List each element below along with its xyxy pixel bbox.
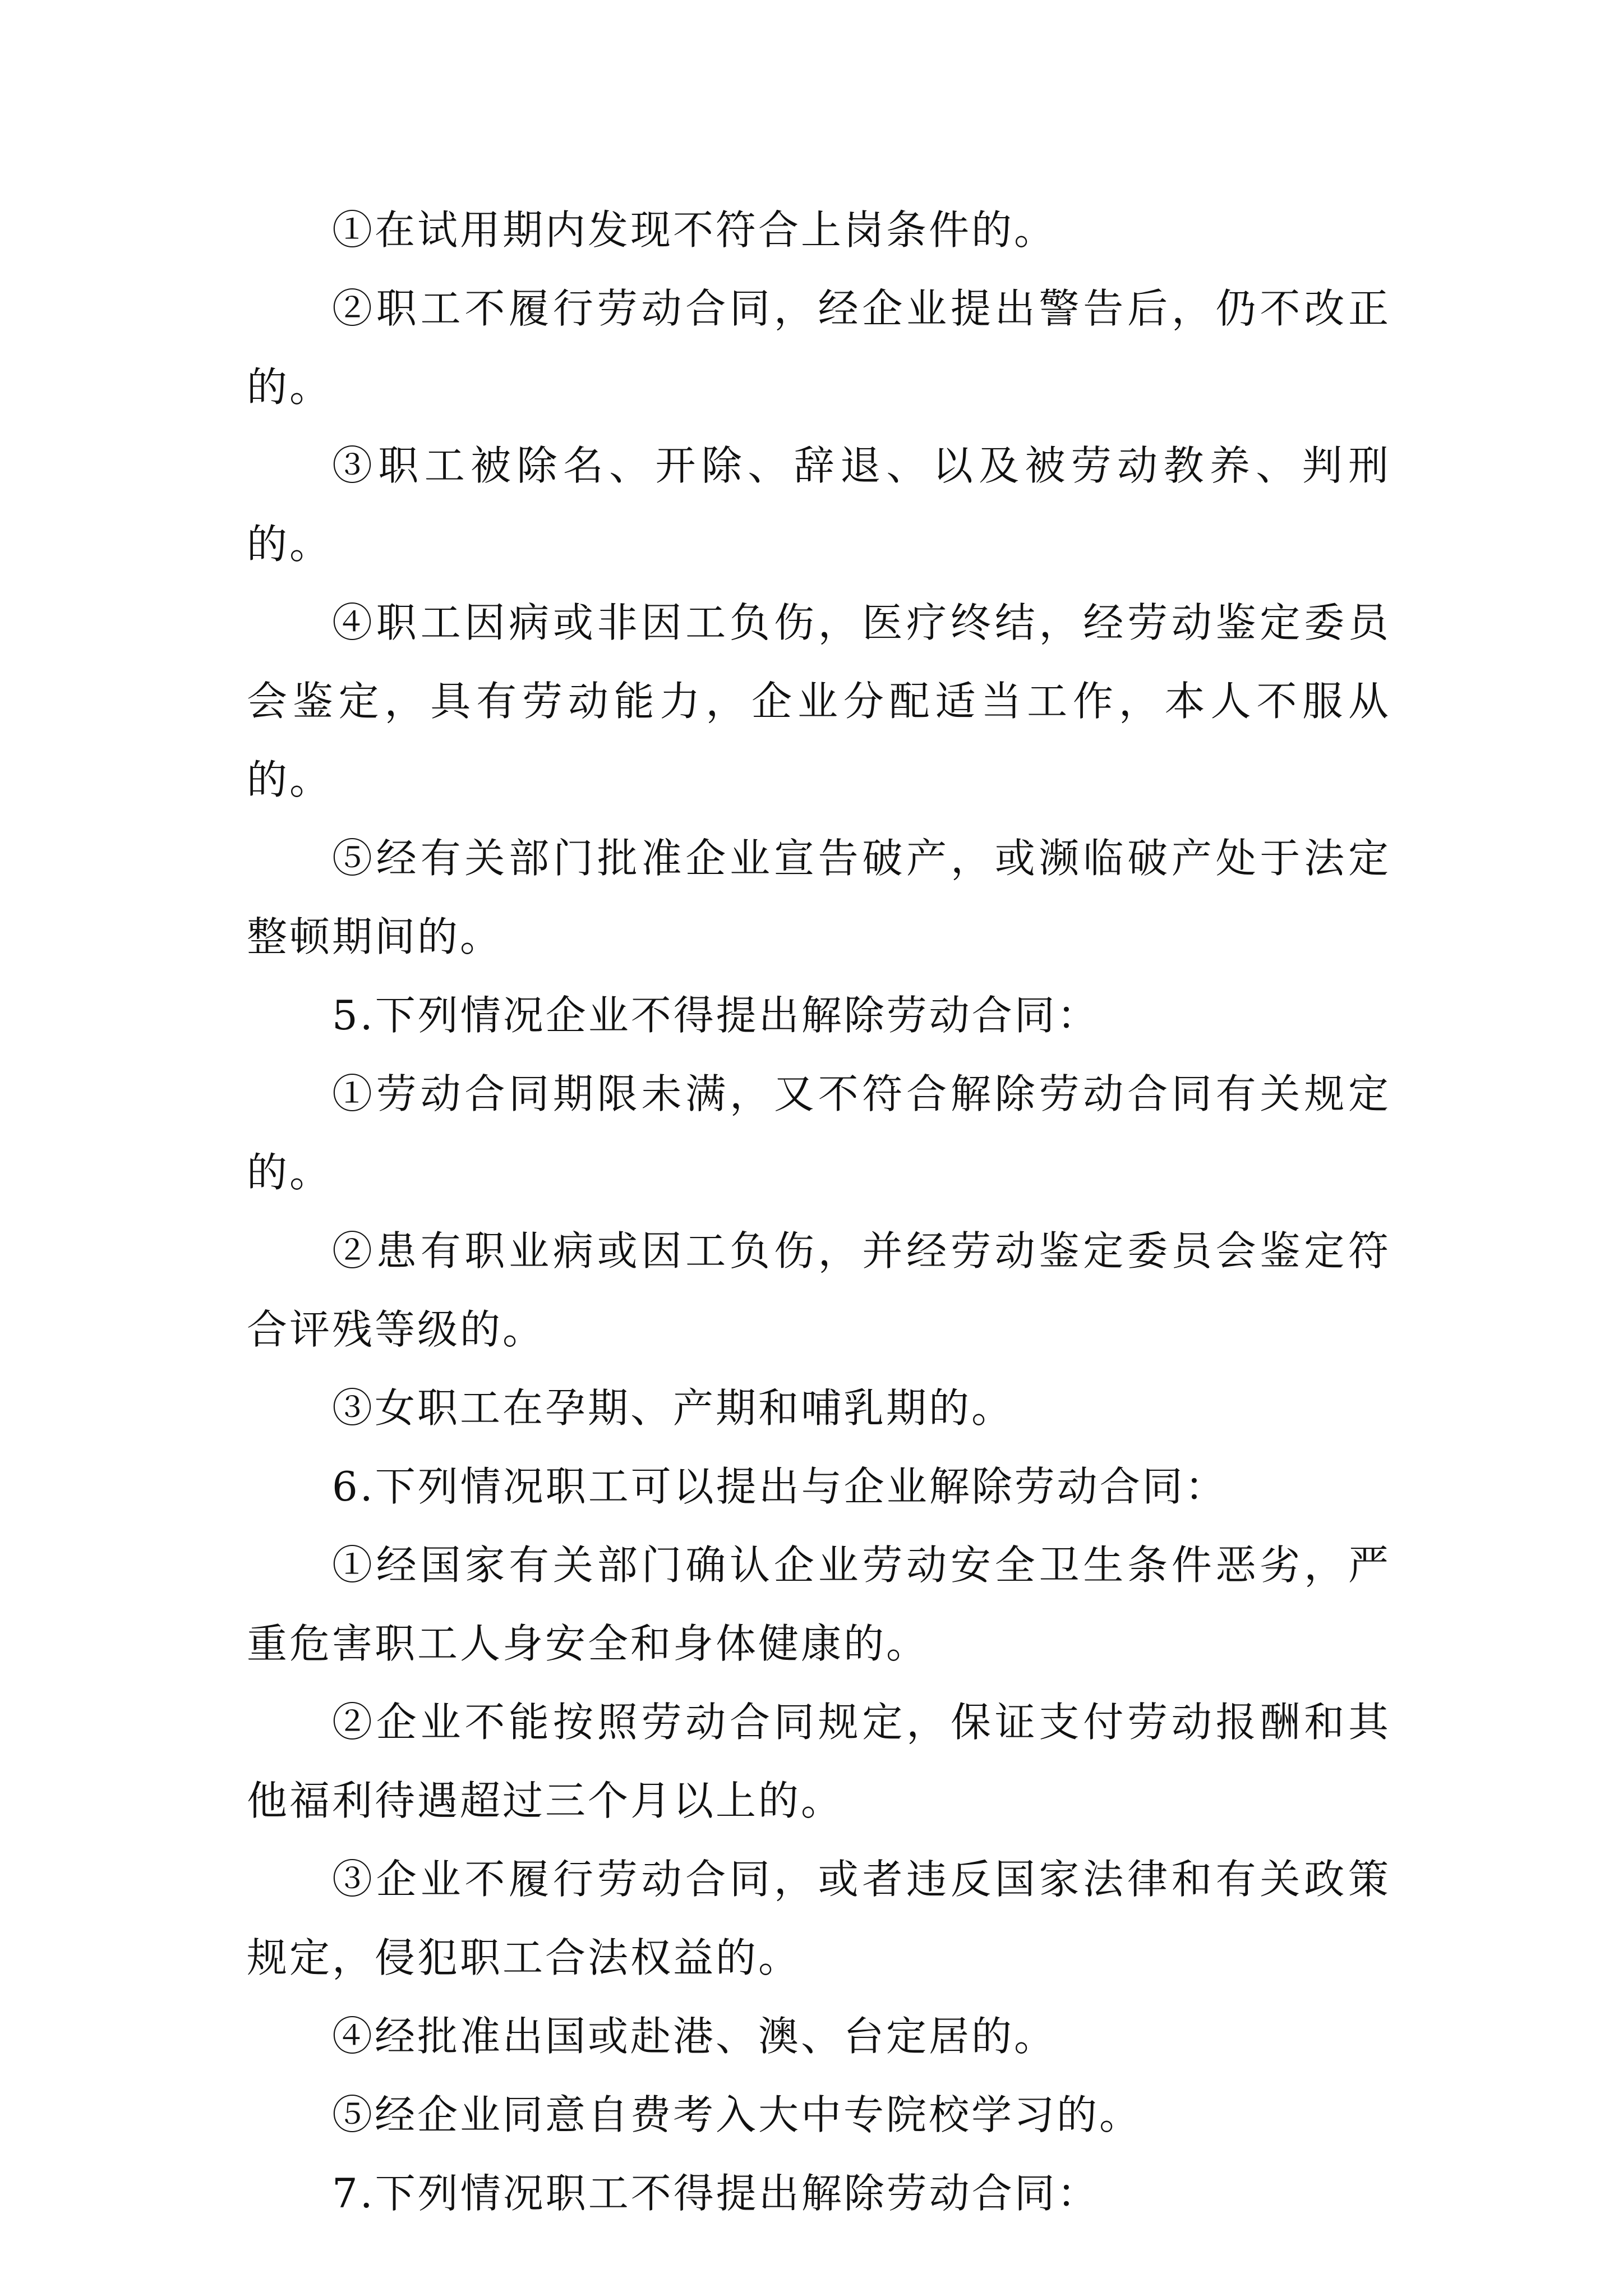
paragraph-1: ①在试用期内发现不符合上岗条件的。: [332, 206, 1057, 254]
document-body: [247, 191, 1391, 2233]
paragraph-12: ②企业不能按照劳动合同规定，保证支付劳动报酬和其他福利待遇超过三个月以上的。: [247, 1699, 1391, 1824]
paragraph-11: ①经国家有关部门确认企业劳动安全卫生条件恶劣，严重危害职工人身安全和身体健康的。: [247, 1542, 1391, 1667]
paragraph-14: ④经批准出国或赴港、澳、台定居的。: [332, 2013, 1057, 2060]
paragraph-3: ③职工被除名、开除、辞退、以及被劳动教养、判刑的。: [247, 442, 1391, 568]
paragraph-5: ⑤经有关部门批准企业宣告破产，或濒临破产处于法定整顿期间的。: [247, 835, 1391, 960]
paragraph-7: ①劳动合同期限未满，又不符合解除劳动合同有关规定的。: [247, 1070, 1391, 1196]
paragraph-9: ③女职工在孕期、产期和哺乳期的。: [332, 1384, 1015, 1432]
paragraph-8: ②患有职业病或因工负伤，并经劳动鉴定委员会鉴定符合评残等级的。: [247, 1227, 1391, 1353]
section-heading-7: 7.下列情况职工不得提出解除劳动合同：: [332, 2170, 1100, 2217]
paragraph-13: ③企业不履行劳动合同，或者违反国家法律和有关政策规定，侵犯职工合法权益的。: [247, 1856, 1391, 1981]
section-heading-6: 6.下列情况职工可以提出与企业解除劳动合同：: [332, 1463, 1228, 1510]
paragraph-15: ⑤经企业同意自费考入大中专院校学习的。: [332, 2091, 1142, 2138]
section-heading-5: 5.下列情况企业不得提出解除劳动合同：: [332, 992, 1100, 1039]
paragraph-2: ②职工不履行劳动合同，经企业提出警告后，仍不改正的。: [247, 285, 1391, 411]
paragraph-4: ④职工因病或非因工负伤，医疗终结，经劳动鉴定委员会鉴定，具有劳动能力，企业分配适当工作，本人不服从的。: [247, 599, 1391, 803]
